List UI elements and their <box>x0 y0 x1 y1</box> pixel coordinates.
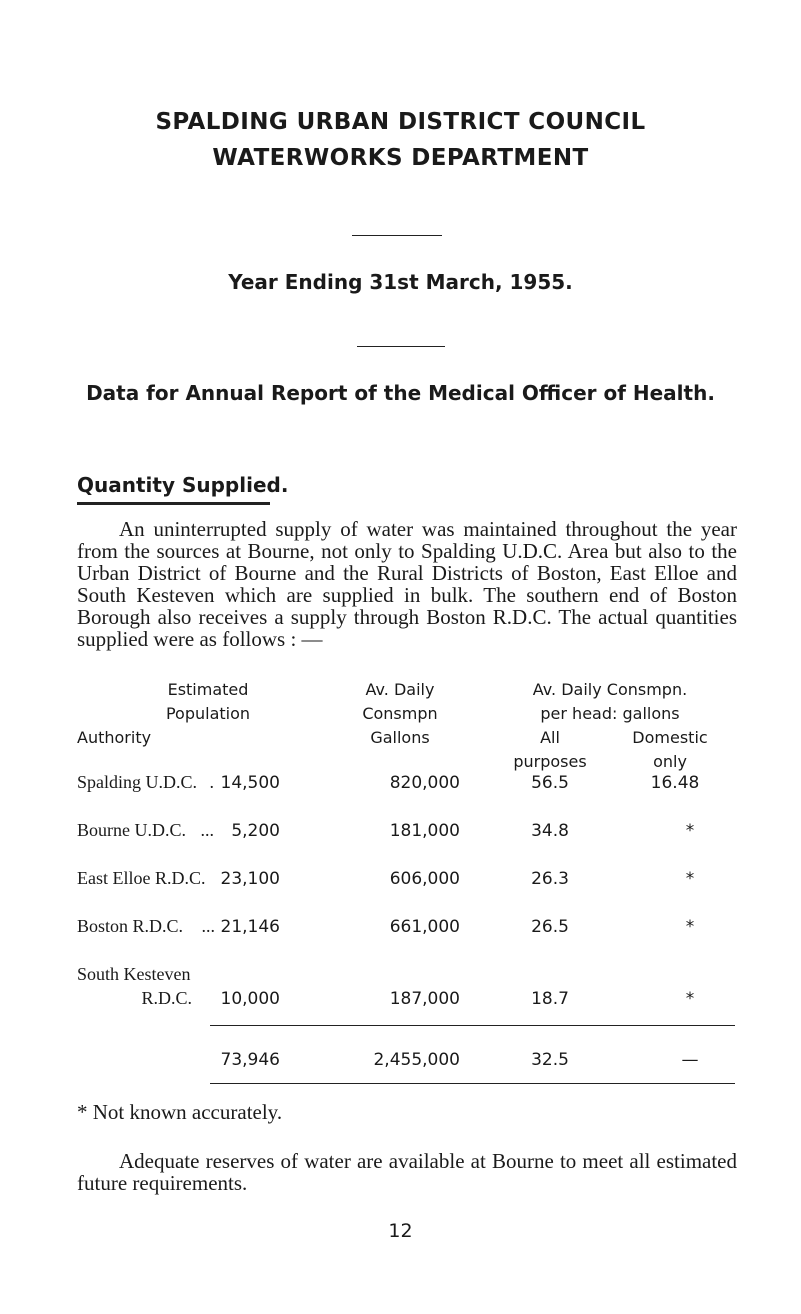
header-daily-1: Av. Daily <box>365 680 435 699</box>
total-all-purposes: 32.5 <box>531 1050 569 1070</box>
daily-value: 606,000 <box>389 869 460 889</box>
table-row <box>77 868 206 889</box>
page-number: 12 <box>388 1220 413 1242</box>
population-value: 14,500 <box>220 773 280 793</box>
section-underline <box>77 502 270 505</box>
footnote: * Not known accurately. <box>77 1100 283 1124</box>
table-row <box>77 772 214 793</box>
leader-dots: ... <box>201 916 216 936</box>
header-authority: Authority <box>77 728 152 747</box>
table-row <box>77 964 190 985</box>
leader-dots: . <box>209 772 215 792</box>
header-perhead-1: Av. Daily Consmpn. <box>532 680 688 699</box>
closing-paragraph <box>77 1150 737 1194</box>
population-value: 10,000 <box>220 989 280 1009</box>
all-purposes-value: 18.7 <box>531 989 569 1009</box>
population-value: 23,100 <box>220 869 280 889</box>
total-population: 73,946 <box>220 1050 280 1070</box>
table-row <box>77 820 214 841</box>
daily-value: 181,000 <box>389 821 460 841</box>
header-daily-3: Gallons <box>370 728 430 747</box>
daily-value: 661,000 <box>389 917 460 937</box>
header-population-2: Population <box>165 704 251 723</box>
report-line: Data for Annual Report of the Medical Officer of Health. <box>86 381 715 405</box>
section-title: Quantity Supplied. <box>77 473 289 497</box>
domestic-value: * <box>685 821 695 841</box>
divider <box>357 346 445 347</box>
domestic-value: * <box>685 989 695 1009</box>
all-purposes-value: 26.3 <box>531 869 569 889</box>
closing-text: Adequate reserves of water are available at Bourne to meet all estimated future requirements. <box>77 1149 737 1195</box>
total-daily: 2,455,000 <box>373 1050 460 1070</box>
year-line: Year Ending 31st March, 1955. <box>228 270 573 294</box>
daily-value: 187,000 <box>389 989 460 1009</box>
all-purposes-value: 56.5 <box>531 773 569 793</box>
daily-value: 820,000 <box>389 773 460 793</box>
paragraph-text: An uninterrupted supply of water was maintained throughout the year from the sources at Bourne, not only to Spalding U.D.C. Area but also to the Urban District of Bourne and the Rural Districts of Boston, East Elloe and South Kesteven which are supplied in bulk. The southern end of Boston Borough also receives a supply through Boston R.D.C. The actual quantities supplied were as follows : — <box>77 517 737 651</box>
council-title: SPALDING URBAN DISTRICT COUNCIL <box>155 109 646 135</box>
header-perhead-2: per head: gallons <box>540 704 680 723</box>
authority-name: Boston R.D.C. <box>77 916 184 936</box>
all-purposes-value: 26.5 <box>531 917 569 937</box>
totals-rule-top <box>210 1025 735 1026</box>
header-population-1: Estimated <box>167 680 249 699</box>
population-value: 21,146 <box>220 917 280 937</box>
header-domestic-1: Domestic <box>632 728 708 747</box>
authority-name: East Elloe R.D.C. <box>77 868 206 888</box>
leader-dots: ... <box>200 820 214 840</box>
department-title: WATERWORKS DEPARTMENT <box>212 145 589 171</box>
authority-name: South Kesteven <box>77 964 191 984</box>
table-row <box>77 916 215 937</box>
authority-name: Bourne U.D.C. <box>77 820 186 840</box>
domestic-value: * <box>685 869 695 889</box>
domestic-value: * <box>685 917 695 937</box>
totals-rule-bottom <box>210 1083 735 1084</box>
domestic-value: 16.48 <box>650 773 700 793</box>
header-domestic-2: only <box>653 752 687 771</box>
header-all-1: All <box>540 728 560 747</box>
authority-name-cont: R.D.C. <box>141 988 192 1008</box>
all-purposes-value: 34.8 <box>531 821 569 841</box>
header-all-2: purposes <box>513 752 587 771</box>
total-domestic: — <box>681 1050 699 1070</box>
body-paragraph <box>77 518 737 650</box>
header-daily-2: Consmpn <box>362 704 438 723</box>
population-value: 5,200 <box>231 821 280 841</box>
divider <box>352 235 442 236</box>
authority-name: Spalding U.D.C. <box>77 772 198 792</box>
